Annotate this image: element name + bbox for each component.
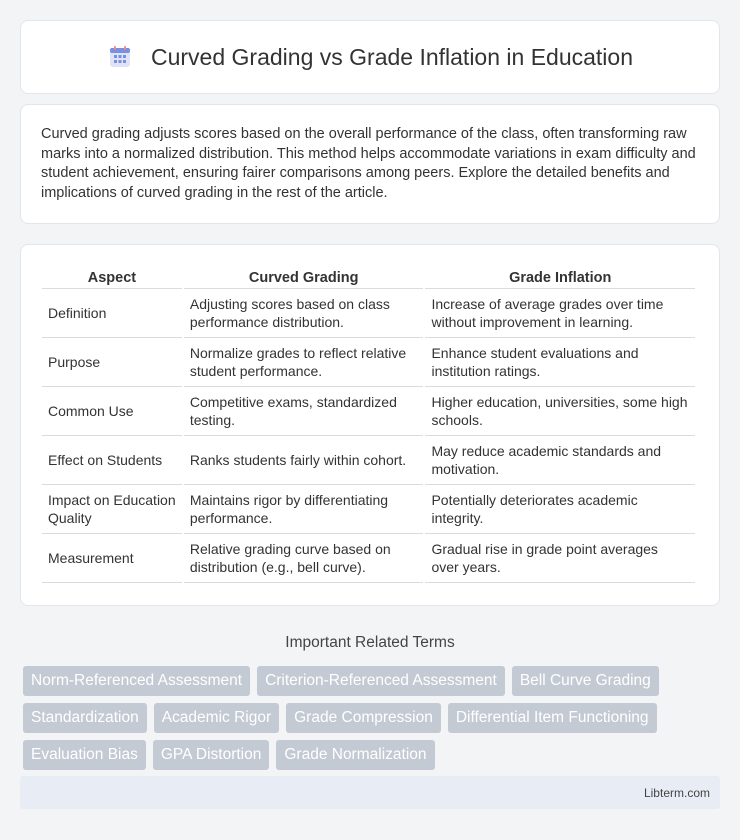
related-term-tag[interactable]: Norm-Referenced Assessment xyxy=(23,666,250,696)
table-cell-aspect: Definition xyxy=(42,289,182,338)
intro-text: Curved grading adjusts scores based on the overall performance of the class, often transforming raw marks into a normalized distribution. This method helps accommodate variations in exam difficulty and student achievement, ensuring fairer comparisons among peers. Explore the detailed benefits and implications of curved grading in the rest of the article. xyxy=(41,126,696,201)
table-header-row xyxy=(42,263,695,289)
table-cell-curved: Competitive exams, standardized testing. xyxy=(184,387,424,436)
footer xyxy=(20,776,720,809)
related-term-tag[interactable]: Standardization xyxy=(23,703,147,733)
table-row xyxy=(42,485,695,534)
table-cell-aspect: Common Use xyxy=(42,387,182,436)
comparison-table xyxy=(40,263,697,583)
comparison-table-card xyxy=(20,244,720,606)
related-term-tag[interactable]: Differential Item Functioning xyxy=(448,703,657,733)
table-cell-aspect: Purpose xyxy=(42,338,182,387)
footer-site-link[interactable]: Libterm.com xyxy=(643,785,710,800)
table-row xyxy=(42,387,695,436)
table-cell-inflation: Increase of average grades over time without improvement in learning. xyxy=(425,289,695,338)
table-cell-curved: Normalize grades to reflect relative student performance. xyxy=(184,338,424,387)
related-term-tag[interactable]: Grade Normalization xyxy=(276,740,434,770)
calendar-grid-icon xyxy=(107,44,133,70)
table-cell-curved: Adjusting scores based on class performance distribution. xyxy=(184,289,424,338)
related-term-tag[interactable]: Bell Curve Grading xyxy=(512,666,659,696)
table-row xyxy=(42,338,695,387)
related-term-tag[interactable]: Academic Rigor xyxy=(154,703,279,733)
header-card xyxy=(20,20,720,94)
column-header-aspect: Aspect xyxy=(42,263,182,289)
related-term-tag[interactable]: GPA Distortion xyxy=(153,740,270,770)
table-cell-inflation: Potentially deteriorates academic integrity. xyxy=(425,485,695,534)
column-header-curved-grading: Curved Grading xyxy=(184,263,424,289)
related-term-tag[interactable]: Grade Compression xyxy=(286,703,441,733)
table-row xyxy=(42,289,695,338)
table-row xyxy=(42,534,695,583)
related-terms-list xyxy=(20,666,720,770)
table-cell-inflation: May reduce academic standards and motivation. xyxy=(425,436,695,485)
related-terms-title: Important Related Terms xyxy=(285,634,455,651)
table-cell-curved: Relative grading curve based on distribution (e.g., bell curve). xyxy=(184,534,424,583)
page-title: Curved Grading vs Grade Inflation in Education xyxy=(151,43,633,70)
related-term-tag[interactable]: Criterion-Referenced Assessment xyxy=(257,666,505,696)
table-cell-inflation: Enhance student evaluations and institution ratings. xyxy=(425,338,695,387)
table-cell-aspect: Impact on Education Quality xyxy=(42,485,182,534)
intro-card xyxy=(20,104,720,224)
related-term-tag[interactable]: Evaluation Bias xyxy=(23,740,146,770)
table-cell-aspect: Measurement xyxy=(42,534,182,583)
table-cell-curved: Maintains rigor by differentiating performance. xyxy=(184,485,424,534)
column-header-grade-inflation: Grade Inflation xyxy=(425,263,695,289)
table-cell-aspect: Effect on Students xyxy=(42,436,182,485)
table-row xyxy=(42,436,695,485)
table-cell-curved: Ranks students fairly within cohort. xyxy=(184,436,424,485)
table-cell-inflation: Higher education, universities, some high schools. xyxy=(425,387,695,436)
table-cell-inflation: Gradual rise in grade point averages over years. xyxy=(425,534,695,583)
